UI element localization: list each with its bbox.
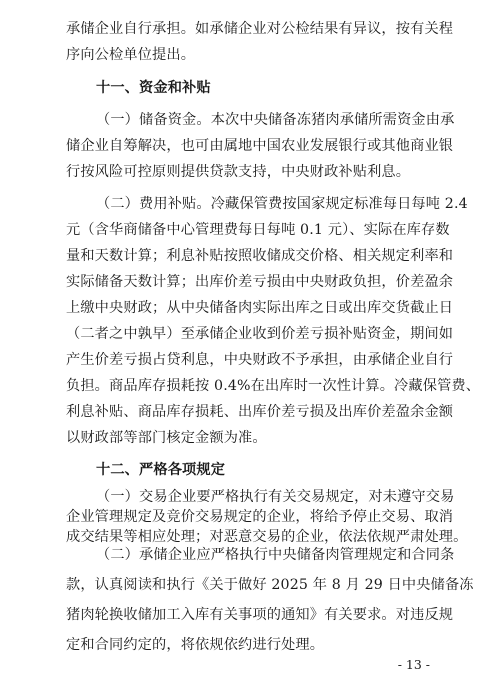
section-heading-funds-subsidies: 十一、资金和补贴: [96, 80, 211, 96]
body-text-line: 定和合同约定的，将依规依约进行处理。: [66, 637, 325, 653]
body-text-line: 承储企业自行承担。如承储企业对公检结果有异议，按有关程: [66, 21, 454, 37]
body-text-line: 上缴中央财政；从中央储备肉实际出库之日或出库交货截止日: [66, 300, 454, 316]
page-number: - 13 -: [397, 657, 430, 672]
body-text-line: （一）储备资金。本次中央储备冻猪肉承储所需资金由承: [96, 112, 455, 128]
body-text-line: 序向公检单位提出。: [66, 47, 196, 63]
body-text-line: 企业管理规定及竞价交易规定的企业，将给予停止交易、取消: [66, 509, 454, 525]
body-text-line: 以财政部等部门核定金额为准。: [66, 430, 267, 446]
body-text-line: （一）交易企业要严格执行有关交易规定，对未遵守交易: [96, 489, 455, 505]
body-text-line: 行按风险可控原则提供贷款支持，中央财政补贴利息。: [66, 164, 411, 180]
body-text-line: （二者之中孰早）至承储企业收到价差亏损补贴资金，期间如: [66, 326, 454, 342]
body-text-line: 量和天数计算；利息补贴按照收储成交价格、相关规定利率和: [66, 248, 454, 264]
body-text-line: 利息补贴、商品库存损耗、出库价差亏损及出库价差盈余金额: [66, 404, 454, 420]
body-text-line: 元（含华商储备中心管理费每日每吨 0.1 元）、实际在库存数: [66, 222, 450, 238]
body-text-line: （二）承储企业应严格执行中央储备肉管理规定和合同条: [96, 547, 455, 563]
body-text-line: （二）费用补贴。冷藏保管费按国家规定标准每日每吨 2.4: [96, 196, 468, 212]
body-text-line: 款，认真阅读和执行《关于做好 2025 年 8 月 29 日中央储备冻: [66, 577, 474, 593]
section-heading-strict-rules: 十二、严格各项规定: [96, 462, 226, 478]
body-text-line: 产生价差亏损占贷利息，中央财政不予承担，由承储企业自行: [66, 352, 454, 368]
body-text-line: 猪肉轮换收储加工入库有关事项的通知》有关要求。对违反规: [66, 607, 454, 623]
body-text-line: 负担。商品库存损耗按 0.4%在出库时一次性计算。冷藏保管费、: [66, 378, 481, 394]
body-text-line: 实际储备天数计算；出库价差亏损由中央财政负担，价差盈余: [66, 274, 454, 290]
body-text-line: 成交结果等相应处理；对恶意交易的企业，依法依规严肃处理。: [66, 529, 468, 545]
body-text-line: 储企业自筹解决，也可由属地中国农业发展银行或其他商业银: [66, 138, 454, 154]
